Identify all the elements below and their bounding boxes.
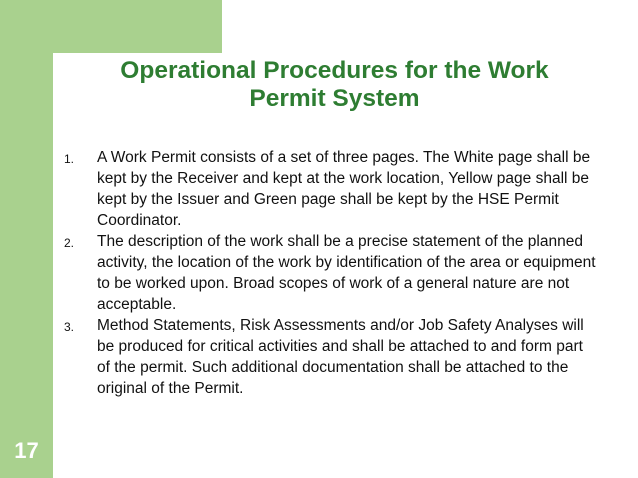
procedure-list [60, 147, 600, 399]
list-item-number: 3. [64, 320, 75, 334]
list-item-number: 1. [64, 152, 75, 166]
list-item [60, 315, 600, 399]
top-accent-block [0, 0, 222, 53]
list-item-text: Method Statements, Risk Assessments and/or Job Safety Analyses will be produced for critical activities and shall be attached to and form part of the permit. Such additional documentation shall be attached to the original of the Permit. [97, 317, 584, 397]
list-item-text: A Work Permit consists of a set of three pages. The White page shall be kept by the Receiver and kept at the work location, Yellow page shall be kept by the Issuer and Green page shall be kept by the HSE Permit Coordinator. [97, 149, 591, 229]
list-item-text: The description of the work shall be a precise statement of the planned activity, the location of the work by identification of the area or equipment to be worked upon. Broad scopes of work of a general nature are not acceptable. [97, 233, 596, 313]
left-accent-bar [0, 0, 53, 478]
slide-number: 17 [14, 438, 39, 463]
list-item [60, 147, 600, 231]
slide-title: Operational Procedures for the Work Permit System [120, 57, 549, 112]
list-item-number: 2. [64, 236, 75, 250]
list-item [60, 231, 600, 315]
